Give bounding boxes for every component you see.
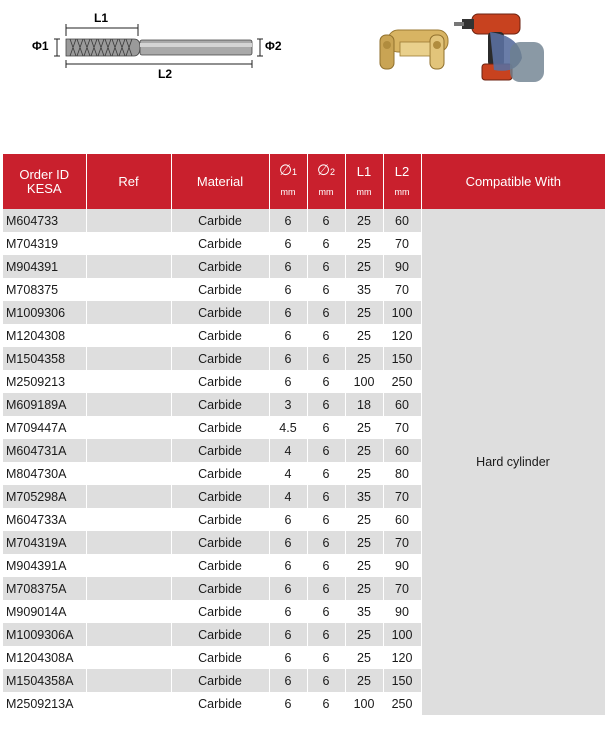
cell-l2: 70 xyxy=(383,232,421,255)
cell-ref xyxy=(86,531,171,554)
cell-ref xyxy=(86,646,171,669)
cell-l2: 250 xyxy=(383,692,421,715)
header-material: Material xyxy=(171,154,269,209)
cell-order-id: M704319A xyxy=(3,531,86,554)
cell-l1: 25 xyxy=(345,669,383,692)
cell-material: Carbide xyxy=(171,301,269,324)
cell-material: Carbide xyxy=(171,646,269,669)
cell-material: Carbide xyxy=(171,370,269,393)
cell-d1: 3 xyxy=(269,393,307,416)
cell-l2: 70 xyxy=(383,485,421,508)
l1-label: L1 xyxy=(94,11,109,25)
cell-d2: 6 xyxy=(307,531,345,554)
cell-l2: 70 xyxy=(383,278,421,301)
cell-d1: 4.5 xyxy=(269,416,307,439)
cell-d1: 6 xyxy=(269,324,307,347)
cell-ref xyxy=(86,232,171,255)
cell-order-id: M609189A xyxy=(3,393,86,416)
cell-d2: 6 xyxy=(307,508,345,531)
cell-material: Carbide xyxy=(171,255,269,278)
cell-material: Carbide xyxy=(171,439,269,462)
cell-ref xyxy=(86,485,171,508)
table-row xyxy=(3,209,605,232)
cell-order-id: M909014A xyxy=(3,600,86,623)
cell-d2: 6 xyxy=(307,324,345,347)
cell-d2: 6 xyxy=(307,600,345,623)
header-d2 xyxy=(307,154,345,209)
cell-d2: 6 xyxy=(307,278,345,301)
cell-order-id: M708375A xyxy=(3,577,86,600)
cell-material: Carbide xyxy=(171,508,269,531)
cell-l1: 25 xyxy=(345,646,383,669)
cell-l2: 150 xyxy=(383,347,421,370)
d2-unit: mm xyxy=(318,187,334,197)
cell-material: Carbide xyxy=(171,324,269,347)
table-header-row xyxy=(3,154,605,209)
product-photos xyxy=(370,2,550,102)
cell-l2: 100 xyxy=(383,301,421,324)
cell-d2: 6 xyxy=(307,301,345,324)
cell-material: Carbide xyxy=(171,278,269,301)
cell-l2: 60 xyxy=(383,393,421,416)
d1-subscript: 1 xyxy=(292,167,298,177)
cell-l2: 70 xyxy=(383,531,421,554)
cell-ref xyxy=(86,209,171,232)
d2-symbol: ∅ xyxy=(316,162,331,179)
cell-d1: 6 xyxy=(269,577,307,600)
cell-order-id: M2509213A xyxy=(3,692,86,715)
cell-d2: 6 xyxy=(307,209,345,232)
cell-d1: 6 xyxy=(269,508,307,531)
cell-ref xyxy=(86,692,171,715)
cell-order-id: M1504358A xyxy=(3,669,86,692)
cell-ref xyxy=(86,278,171,301)
l2-header-label: L2 xyxy=(394,163,410,179)
cell-order-id: M709447A xyxy=(3,416,86,439)
cell-material: Carbide xyxy=(171,393,269,416)
table-body xyxy=(3,209,605,715)
cell-l1: 35 xyxy=(345,278,383,301)
l2-unit: mm xyxy=(394,186,410,197)
cell-d1: 6 xyxy=(269,531,307,554)
cell-d2: 6 xyxy=(307,692,345,715)
cell-order-id: M904391 xyxy=(3,255,86,278)
cell-d1: 6 xyxy=(269,623,307,646)
cell-ref xyxy=(86,600,171,623)
cell-l2: 60 xyxy=(383,508,421,531)
cell-material: Carbide xyxy=(171,554,269,577)
cell-l1: 35 xyxy=(345,485,383,508)
cell-ref xyxy=(86,324,171,347)
burr-shank-shape xyxy=(140,40,252,55)
cell-d1: 6 xyxy=(269,692,307,715)
cell-d2: 6 xyxy=(307,646,345,669)
cell-d2: 6 xyxy=(307,577,345,600)
cell-l1: 25 xyxy=(345,439,383,462)
header-compatible-with: Compatible With xyxy=(421,154,605,209)
cell-l2: 90 xyxy=(383,600,421,623)
cell-l1: 35 xyxy=(345,600,383,623)
burr-drawing-svg xyxy=(30,6,290,86)
cell-l2: 70 xyxy=(383,416,421,439)
cell-order-id: M604731A xyxy=(3,439,86,462)
cell-ref xyxy=(86,439,171,462)
cell-d1: 6 xyxy=(269,646,307,669)
cell-material: Carbide xyxy=(171,623,269,646)
cell-l2: 90 xyxy=(383,554,421,577)
cell-d1: 4 xyxy=(269,462,307,485)
header-ref: Ref xyxy=(86,154,171,209)
cell-l1: 25 xyxy=(345,232,383,255)
cell-ref xyxy=(86,462,171,485)
cell-d1: 6 xyxy=(269,370,307,393)
cell-order-id: M604733A xyxy=(3,508,86,531)
cell-d1: 4 xyxy=(269,439,307,462)
cell-material: Carbide xyxy=(171,485,269,508)
cell-material: Carbide xyxy=(171,209,269,232)
cell-order-id: M2509213 xyxy=(3,370,86,393)
cell-ref xyxy=(86,508,171,531)
shank-highlight xyxy=(140,43,252,47)
cell-d2: 6 xyxy=(307,232,345,255)
cell-l2: 60 xyxy=(383,439,421,462)
cell-l1: 100 xyxy=(345,692,383,715)
cell-order-id: M1204308 xyxy=(3,324,86,347)
cell-d2: 6 xyxy=(307,462,345,485)
cell-order-id: M904391A xyxy=(3,554,86,577)
d1-label: Φ1 xyxy=(32,39,49,53)
cell-l1: 25 xyxy=(345,255,383,278)
cell-order-id: M804730A xyxy=(3,462,86,485)
cell-l1: 25 xyxy=(345,623,383,646)
cell-d1: 6 xyxy=(269,600,307,623)
d1-unit: mm xyxy=(280,187,296,197)
cell-order-id: M1204308A xyxy=(3,646,86,669)
cell-d1: 6 xyxy=(269,278,307,301)
cell-l1: 25 xyxy=(345,462,383,485)
cell-l2: 150 xyxy=(383,669,421,692)
cell-d2: 6 xyxy=(307,416,345,439)
cell-material: Carbide xyxy=(171,600,269,623)
cell-ref xyxy=(86,393,171,416)
cell-ref xyxy=(86,370,171,393)
cell-d1: 6 xyxy=(269,301,307,324)
cell-l1: 25 xyxy=(345,324,383,347)
cell-ref xyxy=(86,255,171,278)
cell-material: Carbide xyxy=(171,416,269,439)
cell-compatible-with: Hard cylinder xyxy=(421,209,605,715)
cell-d2: 6 xyxy=(307,439,345,462)
lock-cylinder-image xyxy=(380,30,448,69)
cell-ref xyxy=(86,623,171,646)
cell-order-id: M705298A xyxy=(3,485,86,508)
cell-material: Carbide xyxy=(171,232,269,255)
cell-l1: 18 xyxy=(345,393,383,416)
cell-l1: 25 xyxy=(345,209,383,232)
cell-material: Carbide xyxy=(171,669,269,692)
header-l2 xyxy=(383,154,421,209)
l1-unit: mm xyxy=(356,186,372,197)
cell-l2: 60 xyxy=(383,209,421,232)
cell-d2: 6 xyxy=(307,347,345,370)
cell-ref xyxy=(86,554,171,577)
d2-label: Φ2 xyxy=(265,39,282,53)
cell-order-id: M1009306A xyxy=(3,623,86,646)
d1-symbol: ∅ xyxy=(278,162,293,179)
product-spec-table xyxy=(3,154,606,715)
cell-l1: 100 xyxy=(345,370,383,393)
header-d1 xyxy=(269,154,307,209)
cell-l1: 25 xyxy=(345,531,383,554)
cell-d2: 6 xyxy=(307,393,345,416)
cell-l1: 25 xyxy=(345,347,383,370)
cell-d2: 6 xyxy=(307,554,345,577)
cell-l1: 25 xyxy=(345,577,383,600)
cell-order-id: M1504358 xyxy=(3,347,86,370)
cell-l2: 100 xyxy=(383,623,421,646)
cell-l2: 120 xyxy=(383,646,421,669)
l2-label: L2 xyxy=(158,67,173,81)
cell-d2: 6 xyxy=(307,669,345,692)
cell-material: Carbide xyxy=(171,347,269,370)
cell-material: Carbide xyxy=(171,531,269,554)
cell-d1: 6 xyxy=(269,255,307,278)
cell-d1: 6 xyxy=(269,232,307,255)
cell-d2: 6 xyxy=(307,485,345,508)
cell-order-id: M604733 xyxy=(3,209,86,232)
cell-ref xyxy=(86,669,171,692)
cell-l1: 25 xyxy=(345,416,383,439)
cell-material: Carbide xyxy=(171,462,269,485)
cell-l2: 90 xyxy=(383,255,421,278)
photos-svg xyxy=(370,2,550,102)
cell-material: Carbide xyxy=(171,692,269,715)
drill-image xyxy=(454,14,544,82)
cell-ref xyxy=(86,577,171,600)
d2-subscript: 2 xyxy=(330,167,336,177)
cell-d1: 6 xyxy=(269,347,307,370)
header-order-id: Order ID KESA xyxy=(3,154,86,209)
cell-l2: 70 xyxy=(383,577,421,600)
cell-d1: 4 xyxy=(269,485,307,508)
cell-l1: 25 xyxy=(345,554,383,577)
burr-diagram xyxy=(30,6,290,86)
cell-l1: 25 xyxy=(345,301,383,324)
cell-d1: 6 xyxy=(269,669,307,692)
cell-order-id: M704319 xyxy=(3,232,86,255)
cell-material: Carbide xyxy=(171,577,269,600)
cell-ref xyxy=(86,416,171,439)
header-l1 xyxy=(345,154,383,209)
cell-d1: 6 xyxy=(269,554,307,577)
cell-l2: 120 xyxy=(383,324,421,347)
cell-d2: 6 xyxy=(307,623,345,646)
cell-d2: 6 xyxy=(307,255,345,278)
cell-ref xyxy=(86,347,171,370)
cell-d1: 6 xyxy=(269,209,307,232)
cell-l2: 80 xyxy=(383,462,421,485)
l1-header-label: L1 xyxy=(356,163,372,179)
cell-order-id: M1009306 xyxy=(3,301,86,324)
cell-l1: 25 xyxy=(345,508,383,531)
cell-l2: 250 xyxy=(383,370,421,393)
cell-d2: 6 xyxy=(307,370,345,393)
cell-order-id: M708375 xyxy=(3,278,86,301)
cell-ref xyxy=(86,301,171,324)
